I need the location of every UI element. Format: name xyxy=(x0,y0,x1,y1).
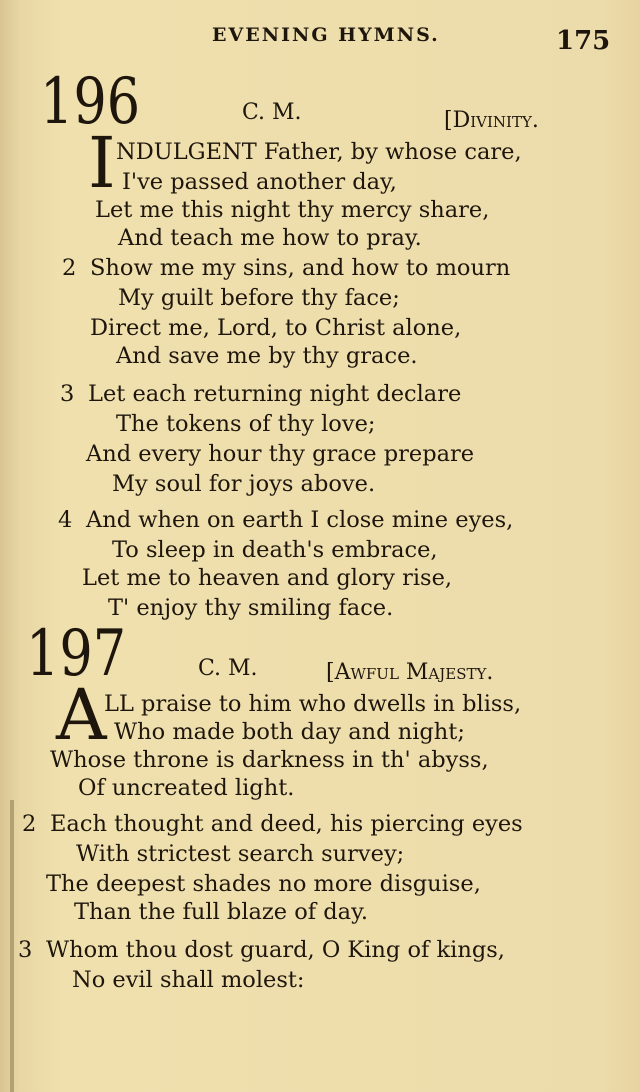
hymn-line: And when on earth I close mine eyes, xyxy=(86,507,514,533)
hymn-line: Than the full blaze of day. xyxy=(74,899,368,925)
hymn-number: 197 xyxy=(26,617,127,691)
verse-number: 4 xyxy=(58,507,73,533)
drop-cap: A xyxy=(56,674,107,756)
hymn-line: Let me this night thy mercy share, xyxy=(95,197,490,223)
verse-number: 3 xyxy=(60,381,75,407)
hymn-line: My soul for joys above. xyxy=(112,471,376,497)
hymn-line: My guilt before thy face; xyxy=(118,285,400,311)
hymn-number: 196 xyxy=(40,65,141,139)
hymn-meter: C. M. xyxy=(242,100,302,125)
hymn-line: And every hour thy grace prepare xyxy=(86,441,475,467)
verse-number: 2 xyxy=(22,811,37,837)
binding-edge xyxy=(10,800,14,1092)
hymn-line: I've passed another day, xyxy=(122,169,397,195)
running-header: EVENING HYMNS. xyxy=(212,24,440,46)
drop-cap: I xyxy=(88,122,116,204)
tune-name: [Awful Majesty. xyxy=(326,660,494,685)
hymn-line: Of uncreated light. xyxy=(78,775,295,801)
hymn-line: And teach me how to pray. xyxy=(118,225,422,251)
page-number: 175 xyxy=(556,26,611,56)
tune-name: [Divinity. xyxy=(444,108,539,133)
hymn-line: Whose throne is darkness in th' abyss, xyxy=(50,747,489,773)
hymn-line: With strictest search survey; xyxy=(76,841,405,867)
hymn-line: And save me by thy grace. xyxy=(116,343,418,369)
hymn-line: To sleep in death's embrace, xyxy=(112,537,438,563)
hymn-line: Let me to heaven and glory rise, xyxy=(82,565,453,591)
hymn-line: Whom thou dost guard, O King of kings, xyxy=(46,937,505,963)
hymn-line: Let each returning night declare xyxy=(88,381,462,407)
hymn-line: Show me my sins, and how to mourn xyxy=(90,255,511,281)
hymn-line: The deepest shades no more disguise, xyxy=(46,871,481,897)
verse-number: 2 xyxy=(62,255,77,281)
hymn-line: Each thought and deed, his piercing eyes xyxy=(50,811,523,837)
hymn-meter: C. M. xyxy=(198,656,258,681)
hymn-line: T' enjoy thy smiling face. xyxy=(108,595,394,621)
hymn-line: Who made both day and night; xyxy=(114,719,465,745)
hymn-line: NDULGENT Father, by whose care, xyxy=(116,139,522,165)
verse-number: 3 xyxy=(18,937,33,963)
hymn-line: LL praise to him who dwells in bliss, xyxy=(104,691,522,717)
hymn-line: The tokens of thy love; xyxy=(116,411,376,437)
hymn-line: Direct me, Lord, to Christ alone, xyxy=(90,315,462,341)
hymn-line: No evil shall molest: xyxy=(72,967,305,993)
